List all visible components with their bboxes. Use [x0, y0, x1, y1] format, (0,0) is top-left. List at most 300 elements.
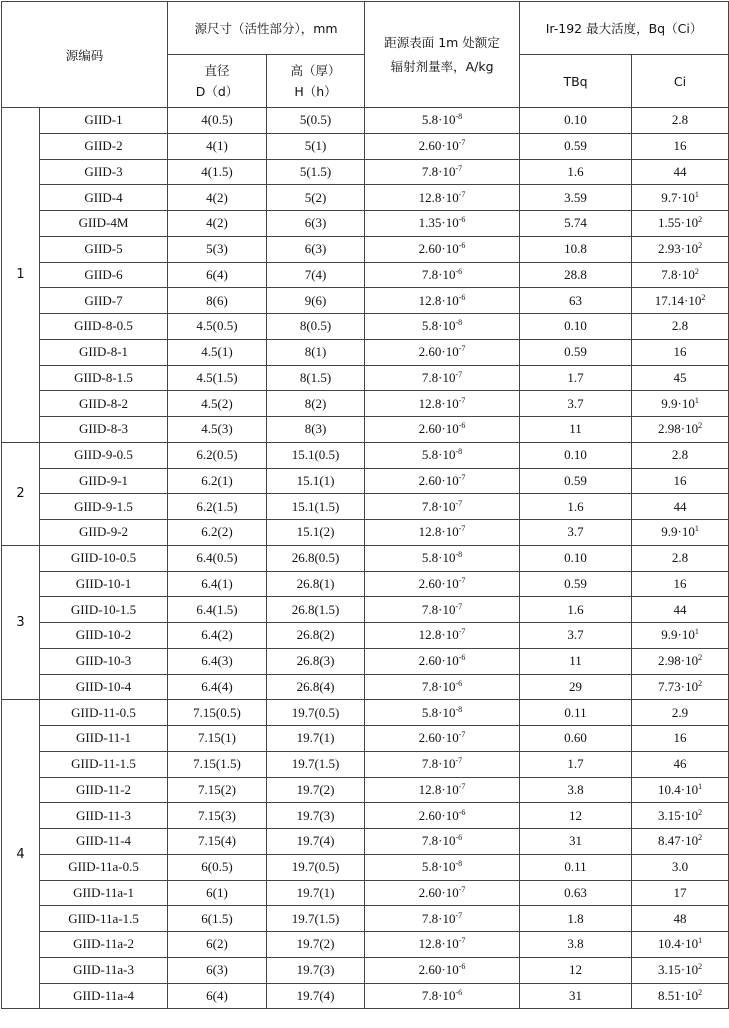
ci-cell-mantissa: 2.9	[671, 704, 689, 720]
ci-cell-mantissa: 2.8	[671, 112, 689, 128]
dose-rate-cell	[365, 571, 520, 597]
source-code-cell: GIID-8-1	[40, 339, 168, 365]
source-code-cell: GIID-11-0.5	[40, 700, 168, 726]
table-row	[2, 957, 729, 983]
dose-rate-cell-exponent: -6	[455, 266, 463, 276]
table-row	[2, 520, 729, 546]
dose-rate-cell	[365, 314, 520, 340]
dose-rate-cell-mantissa: 7.8·10	[421, 756, 456, 772]
header-source-size: 源尺寸（活性部分），mm	[168, 2, 365, 55]
ci-cell	[632, 726, 729, 752]
table-body	[2, 108, 729, 1009]
dose-rate-cell-exponent: -6	[455, 678, 463, 688]
ci-cell	[632, 211, 729, 237]
diameter-cell: 6.4(1.5)	[168, 597, 267, 623]
ci-cell-mantissa: 16	[673, 575, 687, 591]
dose-rate-cell-mantissa: 12.8·10	[418, 627, 459, 643]
height-cell: 8(1.5)	[267, 365, 365, 391]
diameter-cell: 6.2(1)	[168, 468, 267, 494]
ci-cell-exponent: 1	[694, 627, 699, 637]
ci-cell-exponent: 2	[698, 833, 703, 843]
ci-cell	[632, 829, 729, 855]
header-dose-rate-line2: 辐射剂量率，A/kg	[390, 58, 494, 74]
source-code-cell: GIID-3	[40, 159, 168, 185]
ci-cell-mantissa: 45	[673, 369, 687, 385]
dose-rate-cell-mantissa: 2.60·10	[418, 472, 459, 488]
dose-rate-cell-mantissa: 7.8·10	[421, 601, 456, 617]
ci-cell-mantissa: 2.93·10	[657, 241, 699, 257]
dose-rate-cell	[365, 365, 520, 391]
ci-cell-mantissa: 16	[673, 730, 687, 746]
height-cell: 5(2)	[267, 185, 365, 211]
source-code-cell: GIID-11-3	[40, 803, 168, 829]
ci-cell-mantissa: 3.15·10	[657, 962, 699, 978]
ci-cell	[632, 494, 729, 520]
dose-rate-cell-mantissa: 5.8·10	[421, 704, 456, 720]
source-code-cell: GIID-9-1	[40, 468, 168, 494]
diameter-cell: 8(6)	[168, 288, 267, 314]
dose-rate-cell-exponent: -6	[458, 653, 466, 663]
dose-rate-cell-exponent: -6	[455, 833, 463, 843]
table-row	[2, 545, 729, 571]
table-row	[2, 880, 729, 906]
diameter-cell: 4(1.5)	[168, 159, 267, 185]
source-code-cell: GIID-1	[40, 108, 168, 134]
ci-cell	[632, 597, 729, 623]
diameter-cell: 4.5(2)	[168, 391, 267, 417]
source-code-cell: GIID-11-1	[40, 726, 168, 752]
dose-rate-cell-exponent: -6	[455, 987, 463, 997]
header-diameter	[168, 55, 267, 108]
dose-rate-cell-mantissa: 5.8·10	[421, 318, 456, 334]
dose-rate-cell	[365, 417, 520, 443]
height-cell: 8(3)	[267, 417, 365, 443]
height-cell: 19.7(4)	[267, 983, 365, 1009]
dose-rate-cell-mantissa: 1.35·10	[418, 215, 459, 231]
ci-cell	[632, 906, 729, 932]
group-label: 1	[2, 108, 40, 443]
dose-rate-cell	[365, 983, 520, 1009]
ci-cell	[632, 236, 729, 262]
tbq-cell: 63	[520, 288, 632, 314]
table-row	[2, 674, 729, 700]
height-cell: 6(3)	[267, 236, 365, 262]
dose-rate-cell-mantissa: 2.60·10	[418, 421, 459, 437]
height-cell: 9(6)	[267, 288, 365, 314]
height-cell: 6(3)	[267, 211, 365, 237]
table-row	[2, 777, 729, 803]
dose-rate-cell-exponent: -8	[455, 447, 463, 457]
diameter-cell: 6(3)	[168, 957, 267, 983]
dose-rate-cell-exponent: -8	[455, 318, 463, 328]
source-code-cell: GIID-11a-1.5	[40, 906, 168, 932]
header-diameter-symbol: D（d）	[195, 84, 239, 99]
table-row	[2, 391, 729, 417]
dose-rate-cell	[365, 442, 520, 468]
diameter-cell: 4.5(3)	[168, 417, 267, 443]
diameter-cell: 6.2(1.5)	[168, 494, 267, 520]
dose-rate-cell	[365, 520, 520, 546]
dose-rate-cell-mantissa: 12.8·10	[418, 292, 459, 308]
dose-rate-cell-mantissa: 12.8·10	[418, 395, 459, 411]
diameter-cell: 6(2)	[168, 932, 267, 958]
ci-cell-mantissa: 17.14·10	[654, 292, 702, 308]
tbq-cell: 3.7	[520, 623, 632, 649]
dose-rate-cell-exponent: -6	[458, 292, 466, 302]
ci-cell-mantissa: 9.9·10	[661, 395, 695, 411]
ci-cell-exponent: 2	[698, 215, 703, 225]
height-cell: 8(2)	[267, 391, 365, 417]
ci-cell	[632, 932, 729, 958]
ci-cell	[632, 648, 729, 674]
dose-rate-cell	[365, 185, 520, 211]
ci-cell-mantissa: 1.55·10	[657, 215, 699, 231]
dose-rate-cell	[365, 777, 520, 803]
dose-rate-cell-exponent: -6	[458, 962, 466, 972]
tbq-cell: 0.63	[520, 880, 632, 906]
ci-cell	[632, 571, 729, 597]
diameter-cell: 6(1.5)	[168, 906, 267, 932]
tbq-cell: 0.10	[520, 545, 632, 571]
dose-rate-cell-exponent: -6	[458, 215, 466, 225]
source-code-cell: GIID-8-1.5	[40, 365, 168, 391]
group-label: 3	[2, 545, 40, 700]
dose-rate-cell-mantissa: 2.60·10	[418, 575, 459, 591]
table-row	[2, 185, 729, 211]
dose-rate-cell-exponent: -6	[458, 241, 466, 251]
dose-rate-cell-mantissa: 7.8·10	[421, 833, 456, 849]
header-height-label: 高（厚）	[290, 63, 341, 78]
source-code-cell: GIID-6	[40, 262, 168, 288]
tbq-cell: 3.59	[520, 185, 632, 211]
dose-rate-cell	[365, 751, 520, 777]
ci-cell-mantissa: 44	[673, 601, 687, 617]
dose-rate-cell-mantissa: 2.60·10	[418, 962, 459, 978]
tbq-cell: 31	[520, 983, 632, 1009]
ci-cell-mantissa: 17	[673, 884, 687, 900]
ci-cell-mantissa: 8.47·10	[657, 833, 699, 849]
ci-cell-mantissa: 7.73·10	[657, 678, 699, 694]
diameter-cell: 6(0.5)	[168, 854, 267, 880]
dose-rate-cell	[365, 545, 520, 571]
dose-rate-cell-exponent: -6	[458, 807, 466, 817]
ci-cell	[632, 854, 729, 880]
dose-rate-cell	[365, 648, 520, 674]
group-label: 4	[2, 700, 40, 1009]
ci-cell	[632, 777, 729, 803]
table-row	[2, 854, 729, 880]
source-code-cell: GIID-11-2	[40, 777, 168, 803]
ci-cell	[632, 417, 729, 443]
diameter-cell: 7.15(1.5)	[168, 751, 267, 777]
dose-rate-cell-mantissa: 5.8·10	[421, 447, 456, 463]
height-cell: 19.7(3)	[267, 957, 365, 983]
diameter-cell: 7.15(2)	[168, 777, 267, 803]
diameter-cell: 7.15(0.5)	[168, 700, 267, 726]
tbq-cell: 0.11	[520, 854, 632, 880]
height-cell: 19.7(0.5)	[267, 854, 365, 880]
tbq-cell: 28.8	[520, 262, 632, 288]
ci-cell	[632, 159, 729, 185]
ci-cell	[632, 365, 729, 391]
table-row	[2, 288, 729, 314]
table-row	[2, 803, 729, 829]
source-code-cell: GIID-2	[40, 133, 168, 159]
source-code-cell: GIID-9-0.5	[40, 442, 168, 468]
source-code-cell: GIID-4M	[40, 211, 168, 237]
tbq-cell: 11	[520, 648, 632, 674]
diameter-cell: 7.15(4)	[168, 829, 267, 855]
ci-cell-mantissa: 3.15·10	[657, 807, 699, 823]
dose-rate-cell-exponent: -7	[455, 498, 463, 508]
dose-rate-cell	[365, 262, 520, 288]
table-row	[2, 108, 729, 134]
ci-cell-mantissa: 48	[673, 910, 687, 926]
dose-rate-cell	[365, 726, 520, 752]
diameter-cell: 4.5(1.5)	[168, 365, 267, 391]
dose-rate-cell	[365, 108, 520, 134]
height-cell: 19.7(2)	[267, 777, 365, 803]
tbq-cell: 31	[520, 829, 632, 855]
ci-cell-mantissa: 44	[673, 498, 687, 514]
tbq-cell: 1.6	[520, 159, 632, 185]
diameter-cell: 6.4(1)	[168, 571, 267, 597]
tbq-cell: 3.8	[520, 777, 632, 803]
ci-cell	[632, 468, 729, 494]
tbq-cell: 0.59	[520, 339, 632, 365]
diameter-cell: 4(2)	[168, 185, 267, 211]
dose-rate-cell-exponent: -7	[458, 344, 466, 354]
height-cell: 5(0.5)	[267, 108, 365, 134]
dose-rate-cell	[365, 957, 520, 983]
ci-cell-exponent: 2	[698, 962, 703, 972]
dose-rate-cell-exponent: -7	[458, 138, 466, 148]
ci-cell-mantissa: 7.8·10	[661, 266, 695, 282]
table-row	[2, 700, 729, 726]
diameter-cell: 6(4)	[168, 983, 267, 1009]
dose-rate-cell-mantissa: 7.8·10	[421, 678, 456, 694]
ci-cell-exponent: 1	[694, 189, 699, 199]
dose-rate-cell-exponent: -7	[458, 472, 466, 482]
dose-rate-cell-mantissa: 7.8·10	[421, 498, 456, 514]
dose-rate-cell-exponent: -8	[455, 704, 463, 714]
tbq-cell: 10.8	[520, 236, 632, 262]
ci-cell-exponent: 2	[698, 678, 703, 688]
ci-cell	[632, 108, 729, 134]
table-row	[2, 751, 729, 777]
dose-rate-cell-exponent: -7	[458, 395, 466, 405]
ci-cell-mantissa: 10.4·10	[657, 936, 699, 952]
diameter-cell: 6.2(2)	[168, 520, 267, 546]
height-cell: 26.8(4)	[267, 674, 365, 700]
dose-rate-cell-mantissa: 5.8·10	[421, 859, 456, 875]
dose-rate-cell-exponent: -8	[455, 859, 463, 869]
dose-rate-cell-mantissa: 2.60·10	[418, 138, 459, 154]
source-code-cell: GIID-8-2	[40, 391, 168, 417]
dose-rate-cell-exponent: -7	[458, 730, 466, 740]
source-code-cell: GIID-10-3	[40, 648, 168, 674]
dose-rate-cell-mantissa: 7.8·10	[421, 163, 456, 179]
ci-cell	[632, 674, 729, 700]
ci-cell	[632, 700, 729, 726]
table-row	[2, 442, 729, 468]
ci-cell-exponent: 2	[698, 241, 703, 251]
dose-rate-cell-mantissa: 12.8·10	[418, 189, 459, 205]
source-code-cell: GIID-10-1.5	[40, 597, 168, 623]
table-row	[2, 648, 729, 674]
dose-rate-cell-exponent: -7	[455, 756, 463, 766]
tbq-cell: 0.59	[520, 468, 632, 494]
source-code-cell: GIID-8-0.5	[40, 314, 168, 340]
source-code-cell: GIID-4	[40, 185, 168, 211]
tbq-cell: 0.59	[520, 571, 632, 597]
table-row	[2, 133, 729, 159]
height-cell: 26.8(1)	[267, 571, 365, 597]
tbq-cell: 0.59	[520, 133, 632, 159]
table-row	[2, 494, 729, 520]
ci-cell-mantissa: 2.8	[671, 318, 689, 334]
header-height-symbol: H（h）	[294, 84, 337, 99]
table-row	[2, 262, 729, 288]
diameter-cell: 4.5(0.5)	[168, 314, 267, 340]
height-cell: 26.8(3)	[267, 648, 365, 674]
source-code-cell: GIID-10-0.5	[40, 545, 168, 571]
header-dose-rate-line1: 距源表面 1m 处额定	[384, 34, 500, 50]
dose-rate-cell-mantissa: 12.8·10	[418, 524, 459, 540]
height-cell: 8(1)	[267, 339, 365, 365]
dose-rate-cell	[365, 133, 520, 159]
ci-cell-exponent: 2	[698, 421, 703, 431]
dose-rate-cell-exponent: -7	[455, 910, 463, 920]
dose-rate-cell	[365, 159, 520, 185]
height-cell: 7(4)	[267, 262, 365, 288]
height-cell: 15.1(2)	[267, 520, 365, 546]
dose-rate-cell-exponent: -7	[458, 524, 466, 534]
tbq-cell: 12	[520, 803, 632, 829]
tbq-cell: 0.11	[520, 700, 632, 726]
group-label: 2	[2, 442, 40, 545]
dose-rate-cell	[365, 236, 520, 262]
dose-rate-cell	[365, 932, 520, 958]
dose-rate-cell	[365, 468, 520, 494]
dose-rate-cell	[365, 288, 520, 314]
dose-rate-cell-mantissa: 2.60·10	[418, 884, 459, 900]
source-code-cell: GIID-11a-2	[40, 932, 168, 958]
dose-rate-cell	[365, 906, 520, 932]
tbq-cell: 12	[520, 957, 632, 983]
dose-rate-cell-mantissa: 12.8·10	[418, 936, 459, 952]
ci-cell-mantissa: 44	[673, 163, 687, 179]
tbq-cell: 1.8	[520, 906, 632, 932]
ci-cell-mantissa: 8.51·10	[657, 987, 699, 1003]
ci-cell-exponent: 1	[694, 524, 699, 534]
diameter-cell: 4(2)	[168, 211, 267, 237]
ci-cell	[632, 520, 729, 546]
diameter-cell: 6.4(4)	[168, 674, 267, 700]
dose-rate-cell	[365, 854, 520, 880]
table-row	[2, 983, 729, 1009]
tbq-cell: 3.7	[520, 520, 632, 546]
dose-rate-cell-exponent: -7	[455, 601, 463, 611]
diameter-cell: 6(4)	[168, 262, 267, 288]
ci-cell-mantissa: 16	[673, 472, 687, 488]
tbq-cell: 1.6	[520, 494, 632, 520]
diameter-cell: 4.5(1)	[168, 339, 267, 365]
height-cell: 19.7(2)	[267, 932, 365, 958]
source-spec-table	[1, 1, 729, 1009]
source-code-cell: GIID-11-1.5	[40, 751, 168, 777]
dose-rate-cell-mantissa: 2.60·10	[418, 730, 459, 746]
table-row	[2, 906, 729, 932]
source-code-cell: GIID-10-2	[40, 623, 168, 649]
dose-rate-cell-exponent: -7	[458, 781, 466, 791]
diameter-cell: 6.4(0.5)	[168, 545, 267, 571]
dose-rate-cell	[365, 623, 520, 649]
source-code-cell: GIID-9-1.5	[40, 494, 168, 520]
ci-cell-mantissa: 9.7·10	[661, 189, 695, 205]
ci-cell	[632, 133, 729, 159]
dose-rate-cell	[365, 391, 520, 417]
ci-cell	[632, 391, 729, 417]
dose-rate-cell-mantissa: 12.8·10	[418, 781, 459, 797]
source-code-cell: GIID-11a-4	[40, 983, 168, 1009]
tbq-cell: 29	[520, 674, 632, 700]
ci-cell	[632, 880, 729, 906]
height-cell: 8(0.5)	[267, 314, 365, 340]
ci-cell	[632, 545, 729, 571]
source-code-cell: GIID-11a-1	[40, 880, 168, 906]
ci-cell-mantissa: 16	[673, 344, 687, 360]
dose-rate-cell-exponent: -7	[458, 936, 466, 946]
source-code-cell: GIID-5	[40, 236, 168, 262]
tbq-cell: 0.10	[520, 314, 632, 340]
height-cell: 26.8(0.5)	[267, 545, 365, 571]
height-cell: 19.7(1.5)	[267, 906, 365, 932]
table-row	[2, 726, 729, 752]
dose-rate-cell	[365, 674, 520, 700]
diameter-cell: 6.4(2)	[168, 623, 267, 649]
ci-cell-exponent: 1	[694, 395, 699, 405]
tbq-cell: 1.7	[520, 365, 632, 391]
ci-cell	[632, 957, 729, 983]
dose-rate-cell-exponent: -8	[455, 550, 463, 560]
height-cell: 26.8(2)	[267, 623, 365, 649]
tbq-cell: 1.7	[520, 751, 632, 777]
height-cell: 5(1.5)	[267, 159, 365, 185]
dose-rate-cell	[365, 494, 520, 520]
diameter-cell: 6.2(0.5)	[168, 442, 267, 468]
ci-cell	[632, 262, 729, 288]
ci-cell	[632, 185, 729, 211]
dose-rate-cell	[365, 829, 520, 855]
source-code-cell: GIID-11-4	[40, 829, 168, 855]
dose-rate-cell-mantissa: 7.8·10	[421, 266, 456, 282]
height-cell: 19.7(0.5)	[267, 700, 365, 726]
ci-cell-mantissa: 2.8	[671, 550, 689, 566]
table-row	[2, 829, 729, 855]
tbq-cell: 1.6	[520, 597, 632, 623]
ci-cell-mantissa: 2.98·10	[657, 421, 699, 437]
header-max-activity: Ir-192 最大活度，Bq（Ci）	[520, 2, 729, 55]
height-cell: 19.7(1)	[267, 726, 365, 752]
ci-cell-exponent: 2	[698, 807, 703, 817]
dose-rate-cell-mantissa: 2.60·10	[418, 241, 459, 257]
diameter-cell: 7.15(1)	[168, 726, 267, 752]
header-dose-rate	[365, 2, 520, 108]
ci-cell-mantissa: 9.9·10	[661, 627, 695, 643]
tbq-cell: 11	[520, 417, 632, 443]
tbq-cell: 3.7	[520, 391, 632, 417]
